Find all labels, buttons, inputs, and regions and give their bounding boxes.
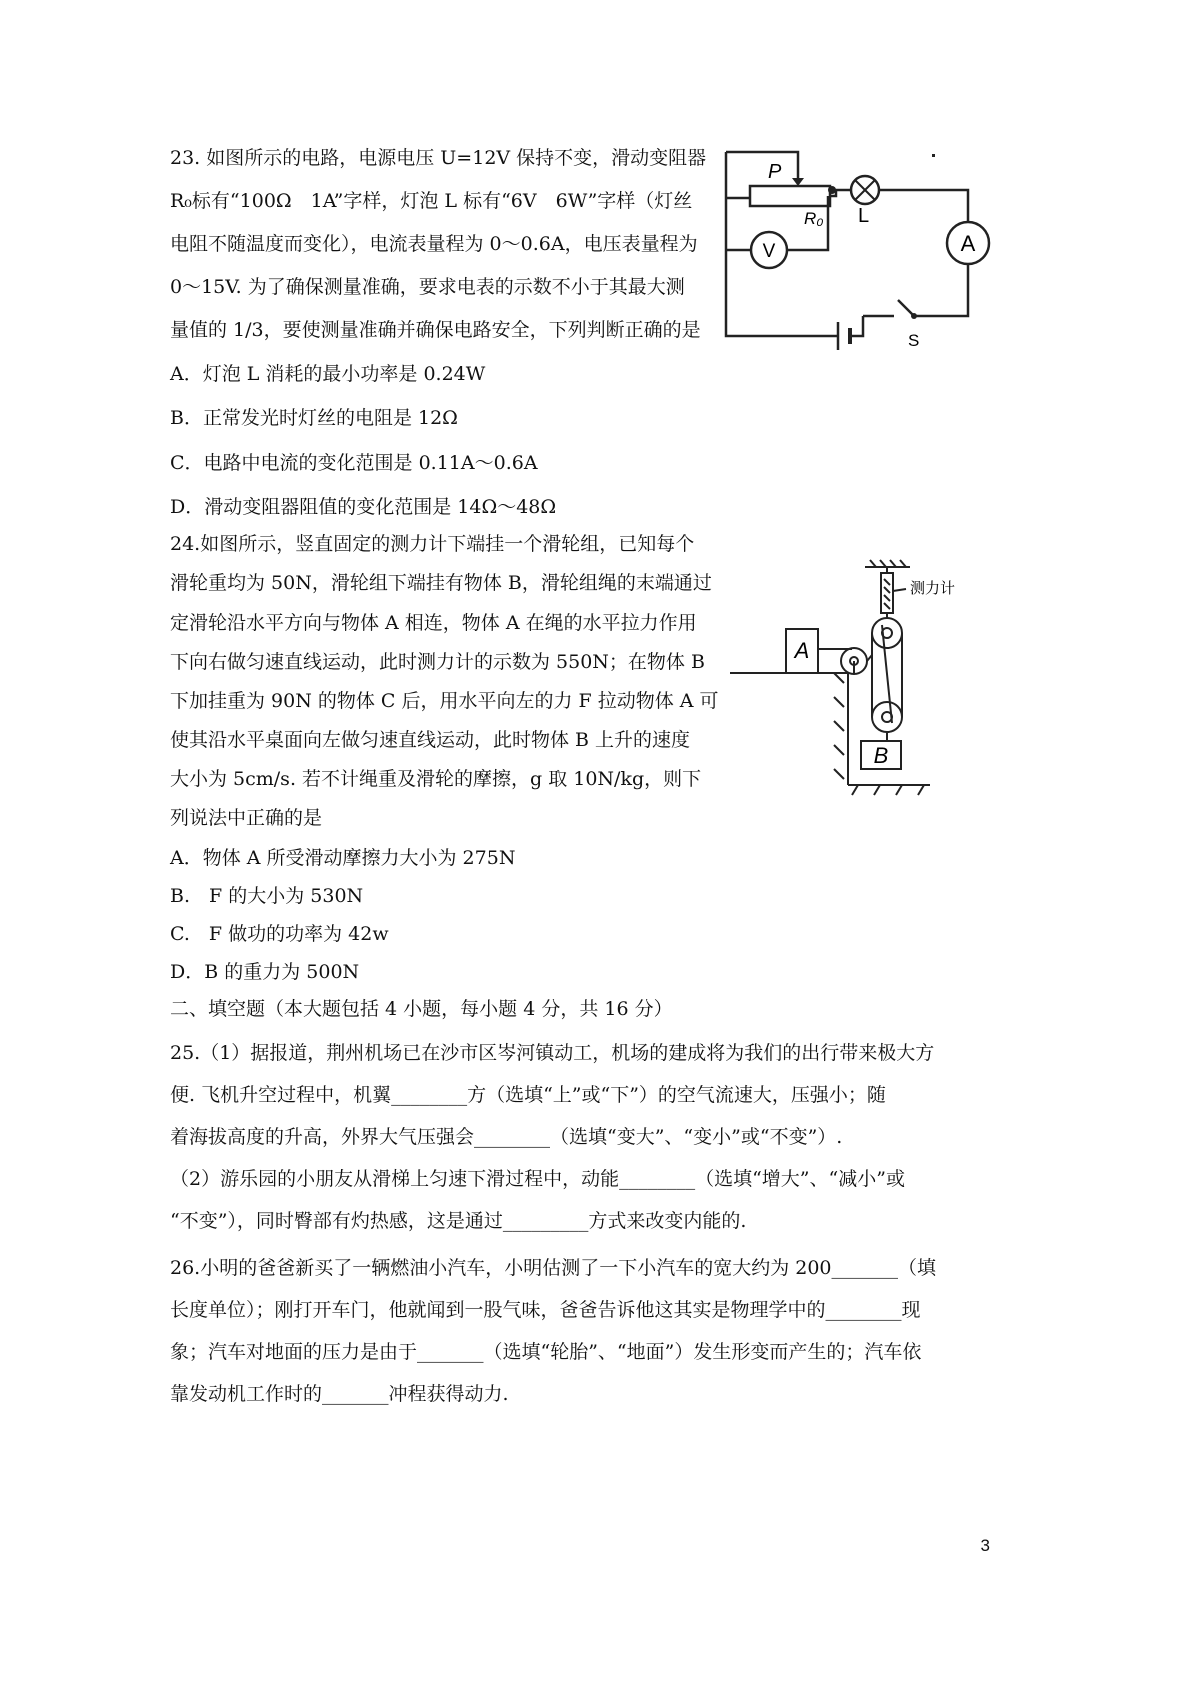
q23-option-b: B．正常发光时灯丝的电阻是 12Ω	[170, 407, 458, 429]
q24-line-8: 列说法中正确的是	[170, 807, 323, 829]
q24-line-6: 使其沿水平桌面向左做匀速直线运动，此时物体 B 上升的速度	[170, 729, 691, 751]
page-number: 3	[980, 1536, 990, 1555]
switch-label-s: S	[908, 331, 920, 350]
q25-line-5: “不变”），同时臀部有灼热感，这是通过_________方式来改变内能的.	[170, 1210, 747, 1232]
pulley-diagram	[730, 555, 990, 800]
q24-option-b: B. F 的大小为 530N	[170, 885, 364, 907]
section-2-heading: 二、填空题（本大题包括 4 小题，每小题 4 分，共 16 分）	[170, 998, 673, 1020]
meter-label: 测力计	[910, 580, 956, 597]
q25-line-4: （2）游乐园的小朋友从滑梯上匀速下滑过程中，动能________（选填“增大”、“减小”或	[170, 1168, 905, 1190]
voltmeter-label: V	[762, 241, 776, 262]
q24-line-2: 滑轮重均为 50N，滑轮组下端挂有物体 B，滑轮组绳的末端通过	[170, 572, 712, 594]
q24-line-4: 下向右做匀速直线运动，此时测力计的示数为 550N；在物体 B	[170, 651, 705, 673]
ammeter-label: A	[960, 231, 976, 256]
block-b-label: B	[873, 743, 889, 768]
q26-line-3: 象；汽车对地面的压力是由于_______（选填“轮胎”、“地面”）发生形变而产生的；汽车依	[170, 1341, 922, 1363]
q26-line-2: 长度单位）；刚打开车门，他就闻到一股气味，爸爸告诉他这其实是物理学中的________现	[170, 1299, 921, 1321]
slider-label-p: P	[768, 161, 782, 183]
q24-option-a: A．物体 A 所受滑动摩擦力大小为 275N	[170, 847, 516, 869]
q24-line-3: 定滑轮沿水平方向与物体 A 相连，物体 A 在绳的水平拉力作用	[170, 612, 697, 634]
q23-line-5: 量值的 1/3，要使测量准确并确保电路安全，下列判断正确的是	[170, 319, 701, 341]
q23-option-c: C．电路中电流的变化范围是 0.11A～0.6A	[170, 452, 538, 474]
q23-line-2: R₀标有“100Ω 1A”字样，灯泡 L 标有“6V 6W”字样（灯丝	[170, 190, 693, 212]
q24-option-d: D．B 的重力为 500N	[170, 961, 360, 983]
q24-option-c: C. F 做功的功率为 42w	[170, 923, 389, 945]
q23-line-4: 0～15V. 为了确保测量准确，要求电表的示数不小于其最大测	[170, 276, 685, 298]
q23-option-d: D．滑动变阻器阻值的变化范围是 14Ω～48Ω	[170, 496, 557, 518]
q26-line-1: 26.小明的爸爸新买了一辆燃油小汽车，小明估测了一下小汽车的宽大约为 200_______（填	[170, 1257, 937, 1279]
block-a-label: A	[794, 638, 810, 663]
q24-line-5: 下加挂重为 90N 的物体 C 后，用水平向左的力 F 拉动物体 A 可	[170, 690, 719, 712]
q23-option-a: A．灯泡 L 消耗的最小功率是 0.24W	[170, 363, 486, 385]
q25-line-3: 着海拔高度的升高，外界大气压强会________（选填“变大”、“变小”或“不变”）.	[170, 1126, 843, 1148]
circuit-diagram	[718, 140, 1008, 350]
q23-line-3: 电阻不随温度而变化），电流表量程为 0～0.6A，电压表量程为	[170, 233, 698, 255]
lamp-label-l: L	[858, 205, 870, 227]
resistor-label-r0: R₀	[804, 209, 824, 228]
q25-line-1: 25.（1）据报道，荆州机场已在沙市区岑河镇动工，机场的建成将为我们的出行带来极大方	[170, 1042, 935, 1064]
q23-line-1: 23. 如图所示的电路，电源电压 U=12V 保持不变，滑动变阻器	[170, 147, 707, 169]
q26-line-4: 靠发动机工作时的_______冲程获得动力.	[170, 1383, 509, 1405]
q25-line-2: 便. 飞机升空过程中，机翼________方（选填“上”或“下”）的空气流速大，压强小；随	[170, 1084, 886, 1106]
q24-line-7: 大小为 5cm/s. 若不计绳重及滑轮的摩擦，g 取 10N/kg，则下	[170, 768, 702, 790]
q24-line-1: 24.如图所示，竖直固定的测力计下端挂一个滑轮组，已知每个	[170, 533, 695, 555]
